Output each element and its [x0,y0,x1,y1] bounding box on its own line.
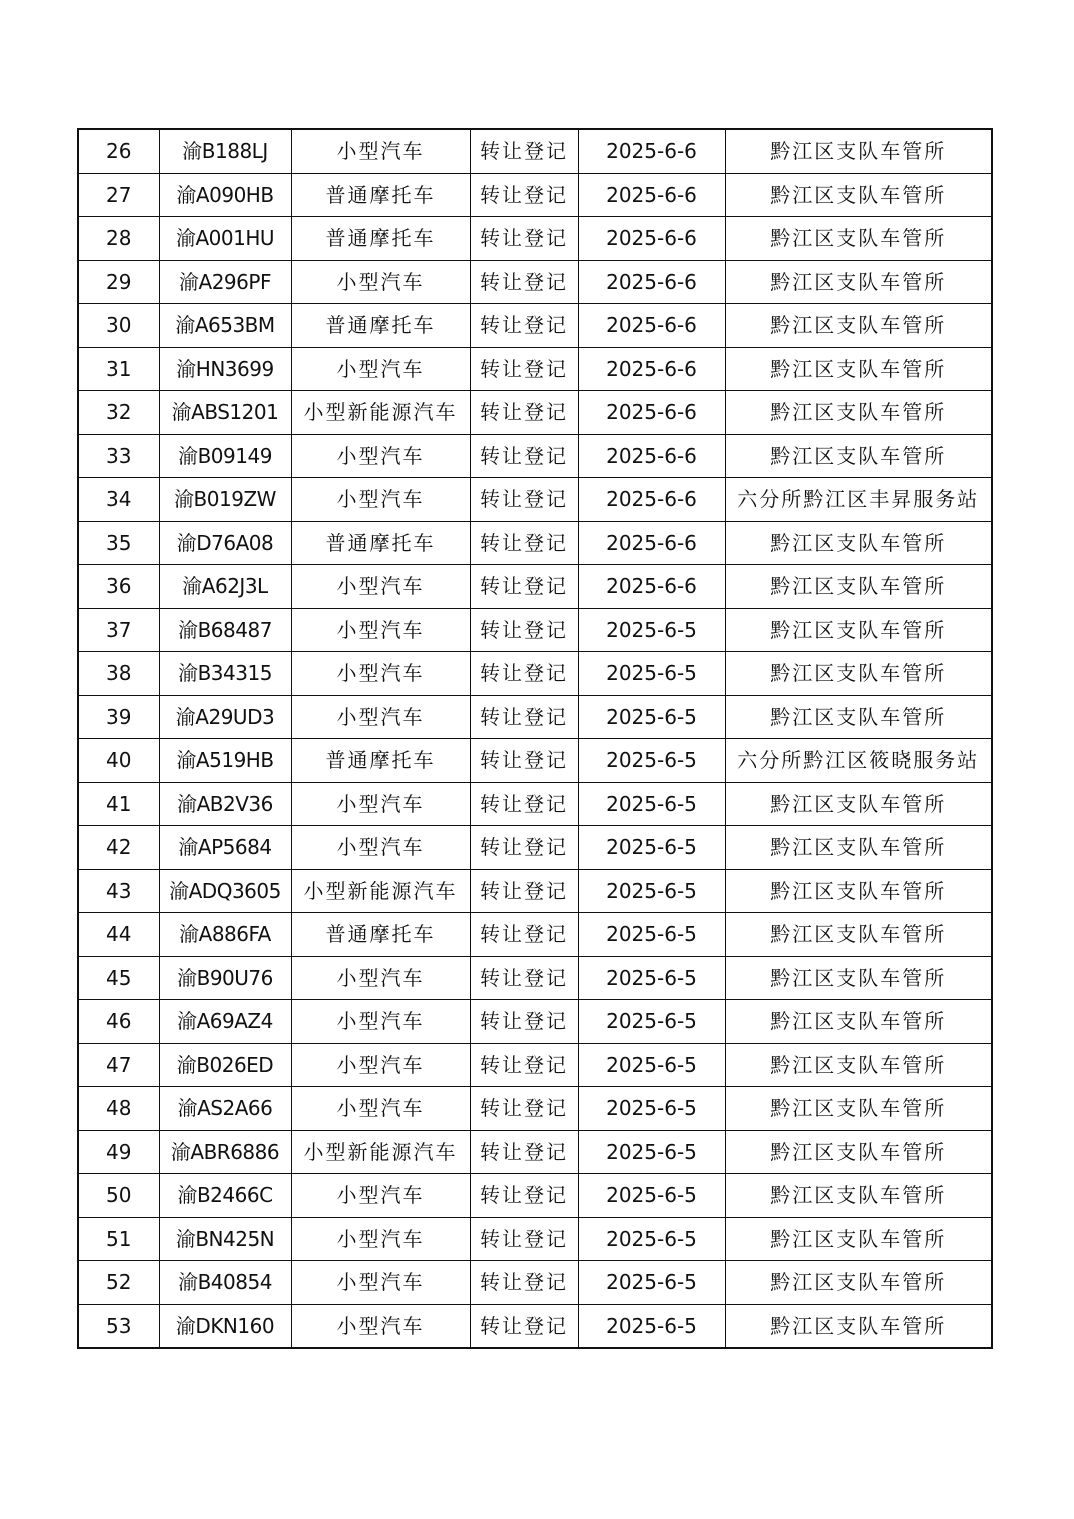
serial-number-cell: 37 [78,608,159,652]
serial-number-cell: 40 [78,739,159,783]
serial-number-cell: 35 [78,521,159,565]
table-row [78,129,992,173]
office-cell: 黔江区支队车管所 [725,391,992,435]
date-cell: 2025-6-5 [578,1130,725,1174]
registration-table-body [78,129,992,1348]
office-cell: 黔江区支队车管所 [725,347,992,391]
business-type-cell: 转让登记 [470,173,578,217]
date-cell: 2025-6-5 [578,1217,725,1261]
serial-number-cell: 53 [78,1304,159,1348]
serial-number-cell: 27 [78,173,159,217]
office-cell: 黔江区支队车管所 [725,565,992,609]
vehicle-type-cell: 小型汽车 [291,1000,470,1044]
business-type-cell: 转让登记 [470,1087,578,1131]
date-cell: 2025-6-5 [578,1087,725,1131]
vehicle-type-cell: 小型汽车 [291,1217,470,1261]
serial-number-cell: 39 [78,695,159,739]
business-type-cell: 转让登记 [470,565,578,609]
business-type-cell: 转让登记 [470,260,578,304]
serial-number-cell: 41 [78,782,159,826]
date-cell: 2025-6-5 [578,1174,725,1218]
date-cell: 2025-6-6 [578,478,725,522]
office-cell: 黔江区支队车管所 [725,1217,992,1261]
table-row [78,260,992,304]
plate-number-cell: 渝A29UD3 [159,695,291,739]
plate-number-cell: 渝B40854 [159,1261,291,1305]
date-cell: 2025-6-5 [578,956,725,1000]
vehicle-type-cell: 小型汽车 [291,1174,470,1218]
table-row [78,739,992,783]
date-cell: 2025-6-5 [578,826,725,870]
table-row [78,434,992,478]
plate-number-cell: 渝A62J3L [159,565,291,609]
date-cell: 2025-6-5 [578,869,725,913]
serial-number-cell: 32 [78,391,159,435]
vehicle-type-cell: 普通摩托车 [291,521,470,565]
date-cell: 2025-6-5 [578,1000,725,1044]
vehicle-type-cell: 普通摩托车 [291,304,470,348]
date-cell: 2025-6-5 [578,608,725,652]
date-cell: 2025-6-6 [578,565,725,609]
plate-number-cell: 渝ABS1201 [159,391,291,435]
office-cell: 黔江区支队车管所 [725,1261,992,1305]
vehicle-type-cell: 普通摩托车 [291,217,470,261]
business-type-cell: 转让登记 [470,217,578,261]
office-cell: 黔江区支队车管所 [725,260,992,304]
office-cell: 黔江区支队车管所 [725,652,992,696]
vehicle-type-cell: 普通摩托车 [291,739,470,783]
plate-number-cell: 渝B34315 [159,652,291,696]
date-cell: 2025-6-6 [578,434,725,478]
date-cell: 2025-6-6 [578,129,725,173]
serial-number-cell: 33 [78,434,159,478]
vehicle-type-cell: 小型汽车 [291,478,470,522]
serial-number-cell: 48 [78,1087,159,1131]
serial-number-cell: 34 [78,478,159,522]
vehicle-type-cell: 小型新能源汽车 [291,1130,470,1174]
vehicle-type-cell: 小型汽车 [291,608,470,652]
vehicle-type-cell: 小型汽车 [291,1261,470,1305]
date-cell: 2025-6-5 [578,1304,725,1348]
office-cell: 黔江区支队车管所 [725,217,992,261]
table-row [78,956,992,1000]
serial-number-cell: 50 [78,1174,159,1218]
plate-number-cell: 渝A653BM [159,304,291,348]
business-type-cell: 转让登记 [470,129,578,173]
business-type-cell: 转让登记 [470,521,578,565]
vehicle-type-cell: 小型汽车 [291,565,470,609]
table-row [78,521,992,565]
office-cell: 黔江区支队车管所 [725,1130,992,1174]
serial-number-cell: 38 [78,652,159,696]
business-type-cell: 转让登记 [470,826,578,870]
date-cell: 2025-6-5 [578,913,725,957]
plate-number-cell: 渝AS2A66 [159,1087,291,1131]
table-row [78,217,992,261]
serial-number-cell: 51 [78,1217,159,1261]
business-type-cell: 转让登记 [470,391,578,435]
vehicle-type-cell: 小型汽车 [291,1043,470,1087]
date-cell: 2025-6-6 [578,217,725,261]
table-row [78,1261,992,1305]
vehicle-type-cell: 小型汽车 [291,260,470,304]
date-cell: 2025-6-5 [578,1043,725,1087]
plate-number-cell: 渝BN425N [159,1217,291,1261]
table-row [78,478,992,522]
plate-number-cell: 渝A296PF [159,260,291,304]
date-cell: 2025-6-5 [578,782,725,826]
business-type-cell: 转让登记 [470,652,578,696]
office-cell: 六分所黔江区筱晓服务站 [725,739,992,783]
vehicle-type-cell: 小型新能源汽车 [291,391,470,435]
serial-number-cell: 44 [78,913,159,957]
plate-number-cell: 渝B90U76 [159,956,291,1000]
serial-number-cell: 30 [78,304,159,348]
vehicle-type-cell: 小型汽车 [291,434,470,478]
office-cell: 黔江区支队车管所 [725,869,992,913]
plate-number-cell: 渝HN3699 [159,347,291,391]
business-type-cell: 转让登记 [470,1130,578,1174]
business-type-cell: 转让登记 [470,1000,578,1044]
office-cell: 黔江区支队车管所 [725,1304,992,1348]
business-type-cell: 转让登记 [470,869,578,913]
serial-number-cell: 31 [78,347,159,391]
table-row [78,347,992,391]
business-type-cell: 转让登记 [470,347,578,391]
table-row [78,1174,992,1218]
business-type-cell: 转让登记 [470,739,578,783]
office-cell: 黔江区支队车管所 [725,913,992,957]
table-row [78,608,992,652]
business-type-cell: 转让登记 [470,695,578,739]
plate-number-cell: 渝B026ED [159,1043,291,1087]
vehicle-type-cell: 小型汽车 [291,347,470,391]
table-row [78,652,992,696]
table-row [78,913,992,957]
business-type-cell: 转让登记 [470,434,578,478]
table-row [78,1130,992,1174]
office-cell: 黔江区支队车管所 [725,695,992,739]
vehicle-type-cell: 小型汽车 [291,782,470,826]
plate-number-cell: 渝B2466C [159,1174,291,1218]
office-cell: 黔江区支队车管所 [725,956,992,1000]
date-cell: 2025-6-6 [578,260,725,304]
plate-number-cell: 渝ABR6886 [159,1130,291,1174]
serial-number-cell: 29 [78,260,159,304]
office-cell: 黔江区支队车管所 [725,1087,992,1131]
plate-number-cell: 渝A519HB [159,739,291,783]
business-type-cell: 转让登记 [470,1217,578,1261]
vehicle-type-cell: 小型汽车 [291,956,470,1000]
vehicle-type-cell: 小型汽车 [291,1304,470,1348]
plate-number-cell: 渝B188LJ [159,129,291,173]
plate-number-cell: 渝AB2V36 [159,782,291,826]
office-cell: 黔江区支队车管所 [725,782,992,826]
serial-number-cell: 36 [78,565,159,609]
plate-number-cell: 渝B68487 [159,608,291,652]
serial-number-cell: 52 [78,1261,159,1305]
office-cell: 六分所黔江区丰昇服务站 [725,478,992,522]
table-row [78,1304,992,1348]
table-row [78,869,992,913]
office-cell: 黔江区支队车管所 [725,304,992,348]
vehicle-type-cell: 小型汽车 [291,652,470,696]
table-row [78,1000,992,1044]
table-row [78,565,992,609]
business-type-cell: 转让登记 [470,1261,578,1305]
serial-number-cell: 47 [78,1043,159,1087]
table-row [78,695,992,739]
plate-number-cell: 渝DKN160 [159,1304,291,1348]
office-cell: 黔江区支队车管所 [725,608,992,652]
serial-number-cell: 28 [78,217,159,261]
table-row [78,304,992,348]
registration-table [77,128,993,1349]
serial-number-cell: 49 [78,1130,159,1174]
date-cell: 2025-6-5 [578,695,725,739]
business-type-cell: 转让登记 [470,608,578,652]
business-type-cell: 转让登记 [470,1043,578,1087]
office-cell: 黔江区支队车管所 [725,129,992,173]
table-row [78,1087,992,1131]
business-type-cell: 转让登记 [470,956,578,1000]
date-cell: 2025-6-6 [578,347,725,391]
date-cell: 2025-6-5 [578,652,725,696]
office-cell: 黔江区支队车管所 [725,434,992,478]
serial-number-cell: 26 [78,129,159,173]
table-row [78,1217,992,1261]
plate-number-cell: 渝A001HU [159,217,291,261]
business-type-cell: 转让登记 [470,913,578,957]
date-cell: 2025-6-5 [578,739,725,783]
date-cell: 2025-6-6 [578,391,725,435]
date-cell: 2025-6-5 [578,1261,725,1305]
serial-number-cell: 46 [78,1000,159,1044]
table-row [78,826,992,870]
office-cell: 黔江区支队车管所 [725,1000,992,1044]
plate-number-cell: 渝AP5684 [159,826,291,870]
vehicle-type-cell: 普通摩托车 [291,173,470,217]
business-type-cell: 转让登记 [470,1304,578,1348]
business-type-cell: 转让登记 [470,478,578,522]
plate-number-cell: 渝ADQ3605 [159,869,291,913]
date-cell: 2025-6-6 [578,304,725,348]
plate-number-cell: 渝B019ZW [159,478,291,522]
plate-number-cell: 渝D76A08 [159,521,291,565]
vehicle-type-cell: 小型汽车 [291,129,470,173]
office-cell: 黔江区支队车管所 [725,521,992,565]
serial-number-cell: 45 [78,956,159,1000]
business-type-cell: 转让登记 [470,1174,578,1218]
business-type-cell: 转让登记 [470,304,578,348]
office-cell: 黔江区支队车管所 [725,173,992,217]
date-cell: 2025-6-6 [578,173,725,217]
date-cell: 2025-6-6 [578,521,725,565]
business-type-cell: 转让登记 [470,782,578,826]
serial-number-cell: 43 [78,869,159,913]
vehicle-type-cell: 小型汽车 [291,1087,470,1131]
vehicle-type-cell: 小型新能源汽车 [291,869,470,913]
plate-number-cell: 渝A69AZ4 [159,1000,291,1044]
office-cell: 黔江区支队车管所 [725,1043,992,1087]
vehicle-type-cell: 小型汽车 [291,826,470,870]
office-cell: 黔江区支队车管所 [725,826,992,870]
office-cell: 黔江区支队车管所 [725,1174,992,1218]
table-row [78,782,992,826]
table-row [78,173,992,217]
vehicle-type-cell: 小型汽车 [291,695,470,739]
table-row [78,391,992,435]
serial-number-cell: 42 [78,826,159,870]
plate-number-cell: 渝A090HB [159,173,291,217]
plate-number-cell: 渝B09149 [159,434,291,478]
table-row [78,1043,992,1087]
plate-number-cell: 渝A886FA [159,913,291,957]
vehicle-type-cell: 普通摩托车 [291,913,470,957]
